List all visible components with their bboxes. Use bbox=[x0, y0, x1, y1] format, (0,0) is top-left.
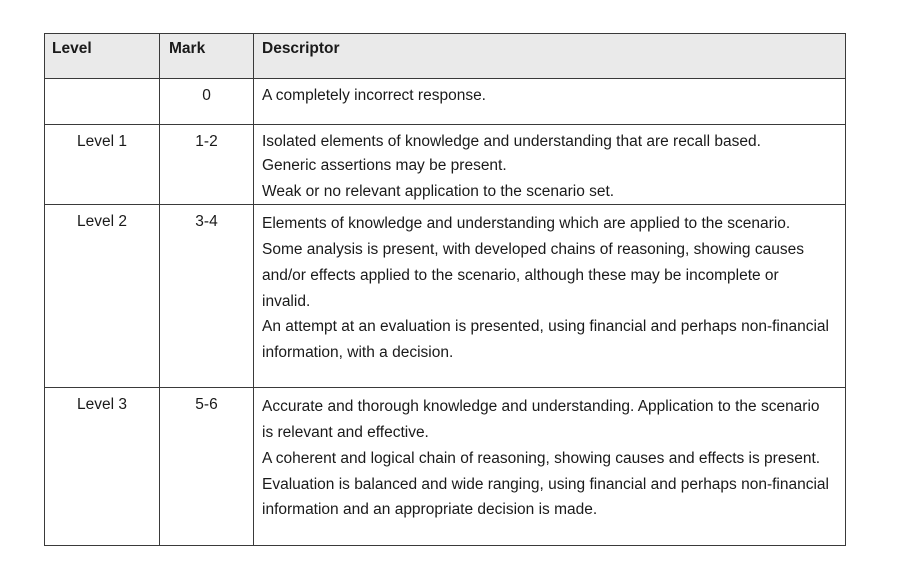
level-label: Level 2 bbox=[77, 213, 127, 231]
header-mark: Mark bbox=[160, 34, 254, 79]
mark-cell bbox=[160, 125, 254, 205]
mark-cell bbox=[160, 79, 254, 125]
mark-value: 1-2 bbox=[195, 133, 218, 150]
descriptor-line: A coherent and logical chain of reasoning, showing causes and effects is present. bbox=[262, 449, 821, 467]
descriptor-line: Evaluation is balanced and wide ranging, using financial and perhaps non-financial information and an appropriate decision is made. bbox=[262, 475, 829, 519]
table-header-row bbox=[45, 34, 846, 79]
mark-cell bbox=[160, 205, 254, 388]
table-row bbox=[45, 388, 846, 546]
table-row bbox=[45, 125, 846, 205]
descriptor-line: An attempt at an evaluation is presented, using financial and perhaps non-financial information, with a decision. bbox=[262, 318, 829, 361]
descriptor-line: Elements of knowledge and understanding which are applied to the scenario. bbox=[262, 215, 791, 233]
table-row bbox=[45, 79, 846, 125]
header-descriptor: Descriptor bbox=[254, 34, 846, 79]
descriptor-line: Some analysis is present, with developed chains of reasoning, showing causes and/or effects applied to the scenario, although these may be incomplete or invalid. bbox=[262, 241, 804, 310]
level-cell bbox=[45, 388, 160, 546]
mark-scheme-table bbox=[44, 33, 846, 546]
level-cell bbox=[45, 205, 160, 388]
descriptor-cell bbox=[254, 205, 846, 388]
level-cell bbox=[45, 79, 160, 125]
level-label: Level 1 bbox=[77, 133, 127, 150]
mark-value: 3-4 bbox=[195, 213, 218, 231]
descriptor-line: Accurate and thorough knowledge and understanding. Application to the scenario is relevant and effective. bbox=[262, 398, 820, 442]
descriptor-cell bbox=[254, 79, 846, 125]
descriptor-line: A completely incorrect response. bbox=[262, 87, 486, 104]
mark-value: 5-6 bbox=[195, 396, 218, 414]
table-row bbox=[45, 205, 846, 388]
descriptor-line: Weak or no relevant application to the scenario set. bbox=[262, 182, 615, 200]
descriptor-line: Generic assertions may be present. bbox=[262, 157, 507, 174]
header-level: Level bbox=[45, 34, 160, 79]
level-label: Level 3 bbox=[77, 396, 127, 414]
level-cell bbox=[45, 125, 160, 205]
descriptor-line: Isolated elements of knowledge and understanding that are recall based. bbox=[262, 133, 761, 150]
mark-value: 0 bbox=[202, 87, 211, 104]
descriptor-cell bbox=[254, 125, 846, 205]
descriptor-cell bbox=[254, 388, 846, 546]
mark-cell bbox=[160, 388, 254, 546]
